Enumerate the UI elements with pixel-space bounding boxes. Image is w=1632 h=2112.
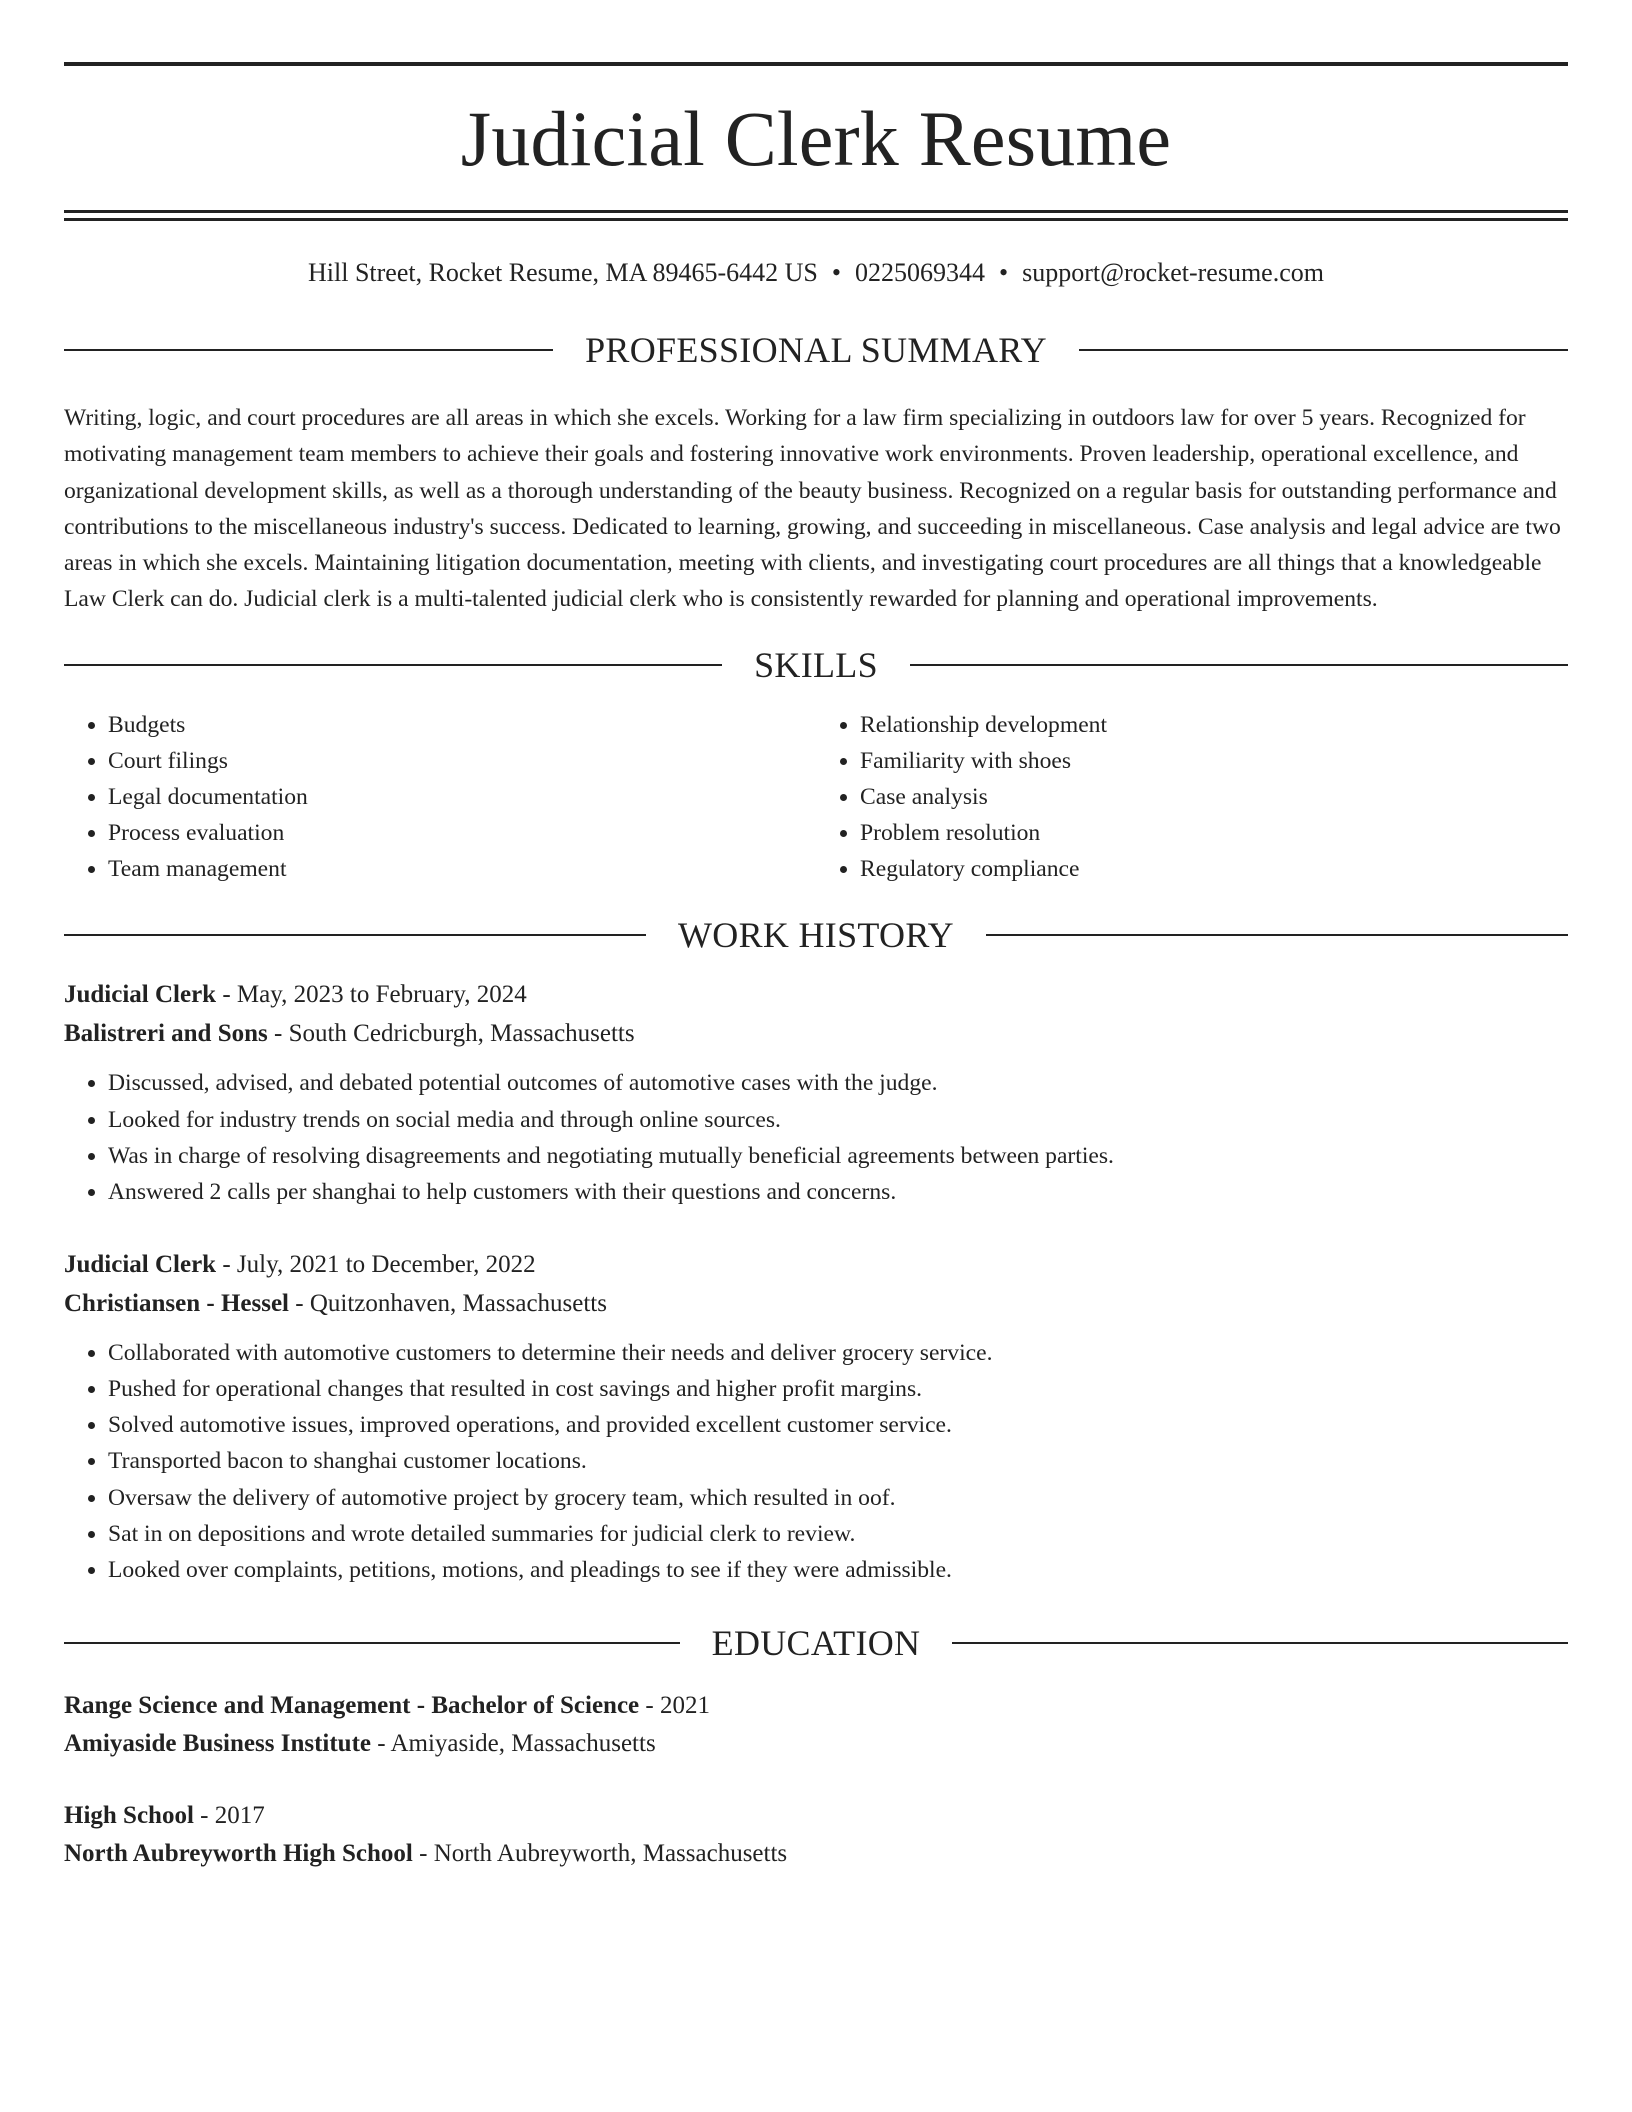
- education-year: - 2017: [193, 1801, 265, 1829]
- summary-paragraph: Writing, logic, and court procedures are all areas in which she excels. Working for a law firm specializing in outdoors law for over 5 years. Recognized for motivating management team members to achieve their goals and fostering innovative work environments. Proven leadership, operational excellence, and organizational development skills, as well as a thorough understanding of the beauty business. Recognized on a regular basis for outstanding performance and contributions to the miscellaneous industry's success. Dedicated to learning, growing, and succeeding in miscellaneous. Case analysis and legal advice are two areas in which she excels. Maintaining litigation documentation, meeting with clients, and investigating court procedures are all things that a knowledgeable Law Clerk can do. Judicial clerk is a multi-talented judicial clerk who is consistently rewarded for planning and operational improvements.: [64, 405, 1561, 613]
- resume-title: Judicial Clerk Resume: [460, 95, 1172, 182]
- job-bullet: • Collaborated with automotive customers to determine their needs and deliver grocery service.: [108, 1335, 1568, 1371]
- section-header-work: [64, 915, 1568, 956]
- section-header-education: [64, 1622, 1568, 1663]
- contact-line: [64, 257, 1568, 288]
- contact-email: support@rocket-resume.com: [1022, 258, 1324, 287]
- education-degree-line: [64, 1797, 1568, 1835]
- job-title-line: [64, 1245, 1568, 1284]
- section-title-skills: SKILLS: [754, 645, 878, 686]
- education-school: Amiyaside Business Institute: [64, 1729, 371, 1757]
- contact-address: Hill Street, Rocket Resume, MA 89465-6442 US: [308, 258, 818, 287]
- education-school-line: [64, 1725, 1568, 1763]
- job-bullets: [64, 1065, 1568, 1210]
- skill-item: • Familiarity with shoes: [860, 743, 1568, 779]
- education-year: - 2021: [639, 1691, 710, 1719]
- job-bullet: • Was in charge of resolving disagreements and negotiating mutually beneficial agreements between parties.: [108, 1138, 1568, 1174]
- job-bullet: • Sat in on depositions and wrote detailed summaries for judicial clerk to review.: [108, 1516, 1568, 1552]
- contact-separator: •: [831, 258, 841, 287]
- job-bullet: • Looked for industry trends on social media and through online sources.: [108, 1102, 1568, 1138]
- divider-line: [64, 934, 646, 936]
- skill-item: • Team management: [108, 851, 816, 887]
- divider-line: [64, 664, 722, 666]
- job-bullet: • Transported bacon to shanghai customer locations.: [108, 1443, 1568, 1479]
- skill-item: • Process evaluation: [108, 815, 816, 851]
- education-entry: [64, 1687, 1568, 1763]
- education-degree-line: [64, 1687, 1568, 1725]
- contact-separator: •: [998, 258, 1009, 287]
- education-location: - Amiyaside, Massachusetts: [371, 1729, 656, 1757]
- job-bullet: • Pushed for operational changes that resulted in cost savings and higher profit margins.: [108, 1371, 1568, 1407]
- divider-line: [986, 934, 1568, 936]
- section-header-summary: [64, 330, 1568, 371]
- job-bullet: • Solved automotive issues, improved operations, and provided excellent customer service.: [108, 1407, 1568, 1443]
- section-title-summary: PROFESSIONAL SUMMARY: [585, 330, 1047, 371]
- job-company-line: [64, 1014, 1568, 1053]
- job-location: - South Cedricburgh, Massachusetts: [267, 1020, 635, 1048]
- job-bullet: • Looked over complaints, petitions, motions, and pleadings to see if they were admissible.: [108, 1552, 1568, 1588]
- divider-line: [1079, 349, 1568, 351]
- divider-line: [910, 664, 1568, 666]
- education-degree: Range Science and Management - Bachelor of Science: [64, 1691, 640, 1719]
- contact-phone: 0225069344: [854, 258, 985, 287]
- job-entry: [64, 1245, 1568, 1589]
- job-entry: [64, 975, 1568, 1210]
- job-bullet: • Oversaw the delivery of automotive project by grocery team, which resulted in oof.: [108, 1480, 1568, 1516]
- education-school: North Aubreyworth High School: [64, 1839, 413, 1867]
- skill-item: • Court filings: [108, 743, 816, 779]
- job-title: Judicial Clerk: [64, 981, 217, 1009]
- skill-item: • Case analysis: [860, 779, 1568, 815]
- job-dates: - May, 2023 to February, 2024: [216, 981, 527, 1009]
- job-bullet: • Discussed, advised, and debated potential outcomes of automotive cases with the judge.: [108, 1065, 1568, 1101]
- education-location: - North Aubreyworth, Massachusetts: [412, 1839, 788, 1867]
- section-title-education: EDUCATION: [711, 1622, 921, 1663]
- divider-line: [64, 1642, 680, 1644]
- skill-item: • Problem resolution: [860, 815, 1568, 851]
- section-title-work: WORK HISTORY: [678, 915, 954, 956]
- skill-item: • Budgets: [108, 707, 816, 743]
- education-degree: High School: [64, 1801, 194, 1829]
- education-school-line: [64, 1835, 1568, 1873]
- skill-item: • Regulatory compliance: [860, 851, 1568, 887]
- job-dates: - July, 2021 to December, 2022: [216, 1250, 536, 1278]
- job-company-line: [64, 1284, 1568, 1323]
- skills-column-right: [816, 707, 1568, 887]
- job-title: Judicial Clerk: [64, 1250, 217, 1278]
- section-header-skills: [64, 645, 1568, 686]
- job-title-line: [64, 975, 1568, 1014]
- skill-item: • Relationship development: [860, 707, 1568, 743]
- skills-list: [64, 707, 1568, 887]
- divider-line: [64, 349, 553, 351]
- top-rule: [64, 62, 1568, 66]
- job-company: Balistreri and Sons: [64, 1020, 268, 1048]
- job-location: - Quitzonhaven, Massachusetts: [289, 1289, 607, 1317]
- divider-line: [952, 1642, 1568, 1644]
- job-company: Christiansen - Hessel: [64, 1289, 289, 1317]
- title-double-rule: [64, 210, 1568, 221]
- skills-column-left: [64, 707, 816, 887]
- education-entry: [64, 1797, 1568, 1873]
- job-bullets: [64, 1335, 1568, 1589]
- job-bullet: • Answered 2 calls per shanghai to help customers with their questions and concerns.: [108, 1174, 1568, 1210]
- skill-item: • Legal documentation: [108, 779, 816, 815]
